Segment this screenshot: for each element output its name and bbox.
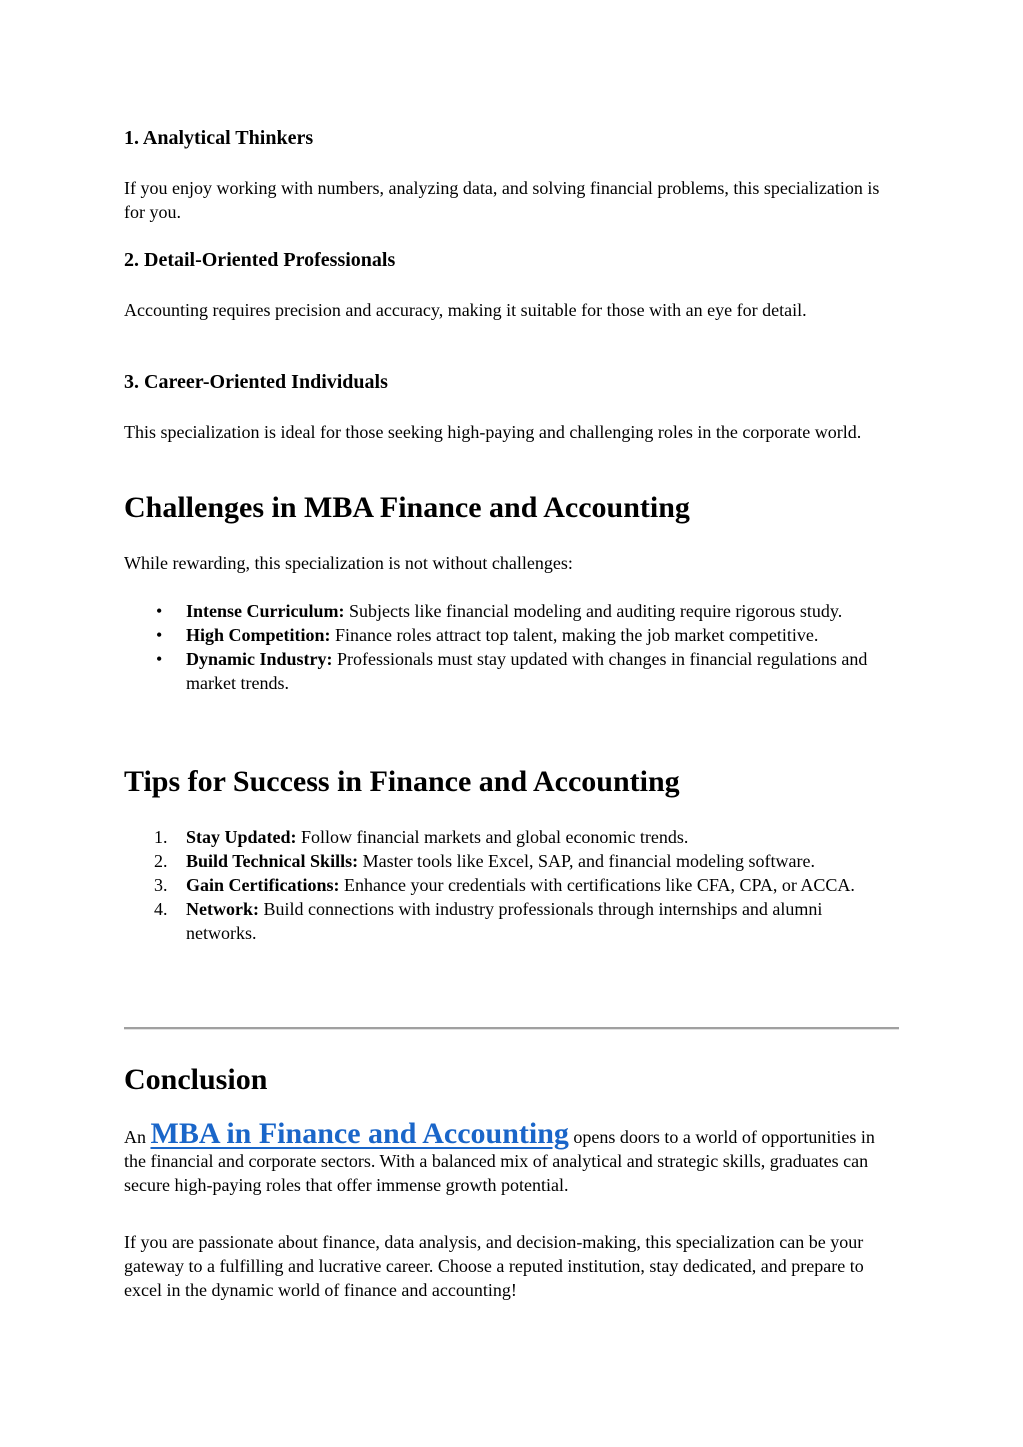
paragraph-detail-oriented: Accounting requires precision and accuracy, making it suitable for those with an eye for detail. (124, 300, 807, 320)
list-item (124, 849, 900, 873)
list-item-text: Subjects like financial modeling and auditing require rigorous study. (344, 601, 843, 621)
section-divider (124, 1027, 899, 1030)
list-item-text: Finance roles attract top talent, making the job market competitive. (330, 625, 819, 645)
paragraph-analytical-thinkers: If you enjoy working with numbers, analyzing data, and solving financial problems, this specialization is for you. (124, 178, 880, 222)
list-item (124, 647, 900, 695)
list-item-text: Professionals must stay updated with changes in financial regulations and market trends. (186, 649, 868, 693)
bullet-marker: • (156, 625, 163, 645)
heading-tips: Tips for Success in Finance and Accounting (124, 765, 680, 798)
paragraph-career-oriented: This specialization is ideal for those seeking high-paying and challenging roles in the corporate world. (124, 422, 862, 442)
list-item (124, 825, 900, 849)
tips-list (124, 825, 900, 945)
list-item (124, 897, 900, 945)
list-item-text: Build connections with industry professionals through internships and alumni networks. (186, 899, 823, 943)
conclusion-suffix: opens doors to a world of opportunities in the financial and corporate sectors. With a balanced mix of analytical and strategic skills, graduates can secure high-paying roles that offer immense growth potential. (124, 1127, 875, 1195)
list-item-term: Intense Curriculum: (186, 601, 345, 621)
list-item-term: Dynamic Industry: (186, 649, 333, 669)
challenges-list (124, 599, 900, 695)
mba-finance-accounting-link[interactable]: MBA in Finance and Accounting (150, 1117, 569, 1150)
heading-analytical-thinkers: 1. Analytical Thinkers (124, 127, 314, 149)
list-item-text: Master tools like Excel, SAP, and financial modeling software. (358, 851, 815, 871)
list-item-text: Follow financial markets and global economic trends. (296, 827, 689, 847)
list-item-number: 1. (154, 827, 168, 847)
heading-challenges: Challenges in MBA Finance and Accounting (124, 491, 690, 524)
paragraph-conclusion-2: If you are passionate about finance, data analysis, and decision-making, this specialization can be your gateway to a fulfilling and lucrative career. Choose a reputed institution, stay dedicated, and prepare to excel in the dynamic world of finance and accounting! (124, 1232, 864, 1300)
list-item-term: High Competition: (186, 625, 331, 645)
list-item-number: 4. (154, 899, 168, 919)
list-item-text: Enhance your credentials with certifications like CFA, CPA, or ACCA. (339, 875, 855, 895)
paragraph-conclusion-1 (124, 1117, 894, 1197)
bullet-marker: • (156, 601, 163, 621)
list-item-term: Network: (186, 899, 259, 919)
heading-career-oriented: 3. Career-Oriented Individuals (124, 371, 388, 393)
list-item-number: 3. (154, 875, 168, 895)
heading-conclusion: Conclusion (124, 1063, 268, 1096)
list-item (124, 623, 900, 647)
list-item-term: Build Technical Skills: (186, 851, 359, 871)
list-item (124, 599, 900, 623)
heading-detail-oriented: 2. Detail-Oriented Professionals (124, 249, 396, 271)
list-item-term: Gain Certifications: (186, 875, 340, 895)
bullet-marker: • (156, 649, 163, 669)
list-item-term: Stay Updated: (186, 827, 297, 847)
paragraph-challenges-intro: While rewarding, this specialization is not without challenges: (124, 553, 573, 573)
list-item-number: 2. (154, 851, 168, 871)
conclusion-prefix: An (124, 1127, 151, 1147)
list-item (124, 873, 900, 897)
